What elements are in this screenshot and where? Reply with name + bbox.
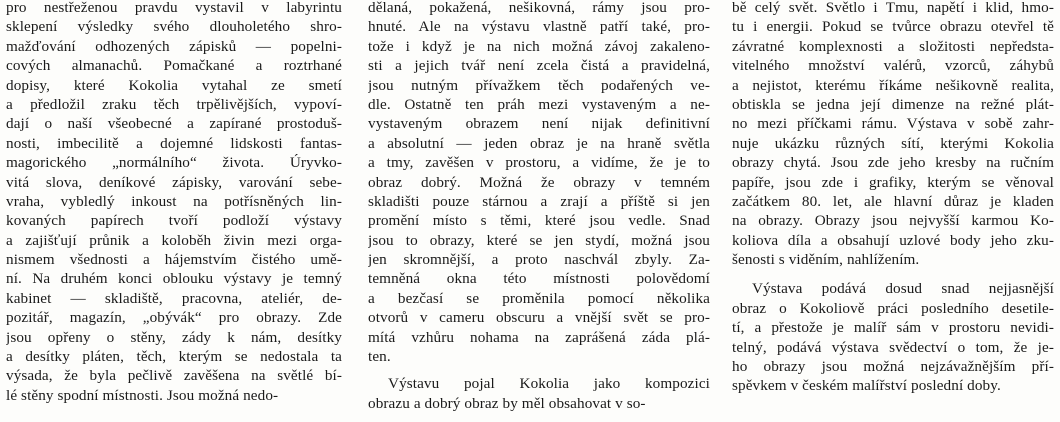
text-line: začátkem 80. let, ale hlavní důraz je kladen	[732, 192, 1054, 210]
text-line: obraz o Kokoliově práci posledního desetile-	[732, 299, 1054, 317]
text-line: ní. Na druhém konci oblouku výstavy je temný	[6, 270, 342, 288]
text-line: telný, podává výstava svědectví o tom, že je-	[732, 338, 1054, 356]
text-line: jsou nutným přívažkem těch podařených ve-	[368, 76, 710, 94]
text-line: magorického „normálního“ života. Úryvko-	[6, 154, 342, 172]
text-line: dělaná, pokažená, nešikovná, rámy jsou pro-	[368, 0, 710, 16]
text-line: pro nestřeženou pravdu vystavil v labyrintu	[6, 0, 342, 16]
text-line: a absolutní — jeden obraz je na hraně světla	[368, 134, 710, 152]
text-line: Výstava podává dosud snad nejjasnější	[752, 280, 1054, 298]
text-line: a bezčasí se proměnila pomocí několika	[368, 289, 710, 307]
text-line: papíře, jsou zde i grafiky, kterým se věnoval	[732, 173, 1054, 191]
text-line: mažďování odhozených zápisků — popelni-	[6, 37, 342, 55]
article-column-3	[732, 0, 1056, 422]
text-line: jen skromnější, a proto naschvál zbyly. Za-	[368, 251, 710, 269]
text-line: obraz dobrý. Možná že obrazy v temném	[368, 173, 710, 191]
text-line: dopisy, které Kokolia vytahal ze smetí	[6, 76, 342, 94]
text-line: hnuté. Ale na výstavu vlastně patří také, pro-	[368, 18, 710, 36]
article-column-2	[368, 0, 710, 422]
paragraph-gap	[732, 269, 1056, 279]
text-line: kovaných papírech tvoří podloží výstavy	[6, 212, 342, 230]
text-line: jsou to obrazy, které se jen stydí, možná jsou	[368, 231, 710, 249]
text-line: na obrazy. Obrazy jsou nejvyšší karmou Ko-	[732, 212, 1054, 230]
text-line: závratné komplexnosti a složitosti nepředsta-	[732, 37, 1054, 55]
text-line: dle. Ostatně ten práh mezi vystaveným a ne-	[368, 95, 710, 113]
text-line: nosti, imbecilitě a dojemné lidskosti fantas-	[6, 134, 342, 152]
text-line: temněná okna této místnosti polovědomí	[368, 270, 710, 288]
text-line: ten.	[368, 348, 391, 366]
text-line: mítá vzhůru nohama na zaprášená záda plá-	[368, 328, 710, 346]
text-line: a desítky pláten, těch, kterým se nedostala ta	[6, 348, 342, 366]
text-line: sklepení výsledky svého dlouholetého shro-	[6, 18, 342, 36]
text-line: lé stěny spodní místnosti. Jsou možná nedo-	[6, 386, 279, 404]
text-line: promění místo s těmi, které jsou vedle. Snad	[368, 212, 710, 230]
text-line: vystaveným obrazem není nijak definitivní	[368, 115, 710, 133]
text-line: obrazy chytá. Jsou zde jeho kresby na ručním	[732, 154, 1054, 172]
text-line: vitá slova, deníkové zápisky, varování sebe-	[6, 173, 342, 191]
text-line: jsou opřeny o stěny, zády k nám, desítky	[6, 328, 342, 346]
text-line: a tmy, zavěšen v prostoru, a vidíme, že je to	[368, 154, 710, 172]
text-line: obtiskla se jedna její dimenze na režné plát-	[732, 95, 1054, 113]
text-line: spěvkem v českém malířství poslední doby.	[732, 377, 1001, 395]
text-line: sti a jejich tvář není zcela čistá a pravidelná,	[368, 57, 710, 75]
text-line: dají o naší všeobecné a zapírané prostoduš-	[6, 115, 342, 133]
text-line: skladišti pouze stárnou a zrají a příště si jen	[368, 192, 710, 210]
text-line: vraha, vybledlý inkoust na potřísněných lin-	[6, 192, 342, 210]
text-line: tože i když je na nich možná závoj zakaleno-	[368, 37, 710, 55]
text-line: no mezi příčkami rámu. Výstava v sobě zahr-	[732, 115, 1054, 133]
article-column-1	[6, 0, 342, 422]
text-line: nismem všednosti a hájemstvím čistého umě-	[6, 251, 342, 269]
text-line: tí, a přestože je malíř sám v prostoru nevidi-	[732, 319, 1054, 337]
text-line: a nejistot, kterému říkáme nešikovně realita,	[732, 76, 1054, 94]
text-line: tu i energii. Pokud se tvůrce obrazu otevřel tě	[732, 18, 1054, 36]
paragraph-gap	[368, 366, 710, 374]
text-line: vitelného množství valérů, vzorců, záhybů	[732, 57, 1054, 75]
text-line: obrazu a dobrý obraz by měl obsahovat v so-	[368, 394, 646, 412]
text-line: kabinet — skladiště, pracovna, ateliér, de-	[6, 289, 342, 307]
text-line: šenosti s viděním, nahlížením.	[732, 251, 920, 269]
text-line: koliova díla a obsahují uzlové body jeho zku-	[732, 231, 1054, 249]
text-line: a zajišťují průnik a koloběh živin mezi orga-	[6, 231, 342, 249]
text-line: ho obrazy jsou možná nejzávažnějším pří-	[732, 358, 1054, 376]
text-line: a předložil zraku těch trpělivějších, vypoví-	[6, 95, 342, 113]
text-line: pozitář, magazín, „obývák“ pro obrazy. Zde	[6, 309, 342, 327]
text-line: bě celý svět. Světlo i Tmu, napětí i klid, hmo-	[732, 0, 1054, 16]
text-line: otvorů v cameru obscuru a vnější svět se pro-	[368, 309, 710, 327]
text-line: cových almanachů. Pomačkané a roztrhané	[6, 57, 342, 75]
text-line: Výstavu pojal Kokolia jako kompozici	[388, 375, 710, 393]
text-line: nuje ukázku různých sítí, kterými Kokolia	[732, 134, 1054, 152]
text-line: výsada, že byla pečlivě zavěšena na světlé bí-	[6, 367, 342, 385]
